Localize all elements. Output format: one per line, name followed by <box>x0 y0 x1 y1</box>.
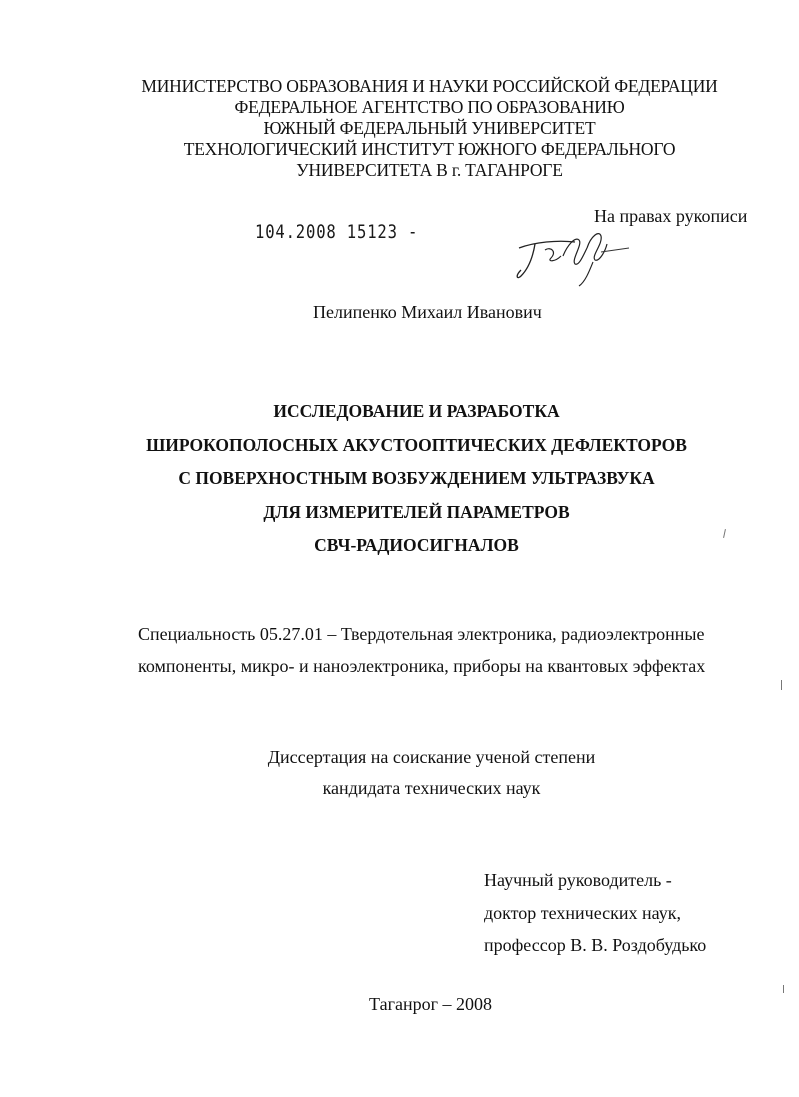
title-line-4: ДЛЯ ИЗМЕРИТЕЛЕЙ ПАРАМЕТРОВ <box>263 501 570 522</box>
specialty-line-2: компоненты, микро- и наноэлектроника, приборы на квантовых эффектах <box>138 656 706 676</box>
title-line-3: С ПОВЕРХНОСТНЫМ ВОЗБУЖДЕНИЕМ УЛЬТРАЗВУКА <box>178 468 655 488</box>
supervisor-name: профессор В. В. Роздобудько <box>484 935 707 955</box>
signature-icon <box>505 226 635 292</box>
header-line-university: ЮЖНЫЙ ФЕДЕРАЛЬНЫЙ УНИВЕРСИТЕТ <box>263 118 596 138</box>
title-line-2: ШИРОКОПОЛОСНЫХ АКУСТООПТИЧЕСКИХ ДЕФЛЕКТОРОВ <box>146 434 687 455</box>
dissertation-title <box>17 395 799 563</box>
header-line-institute: ТЕХНОЛОГИЧЕСКИЙ ИНСТИТУТ ЮЖНОГО ФЕДЕРАЛЬНОГО <box>183 139 676 159</box>
scan-speck <box>783 985 784 993</box>
specialty-block <box>138 618 705 682</box>
degree-line-2: кандидата технических наук <box>322 778 541 798</box>
supervisor-role: Научный руководитель - <box>484 870 672 890</box>
degree-statement <box>32 742 799 804</box>
title-line-5: СВЧ-РАДИОСИГНАЛОВ <box>314 535 519 555</box>
header-line-city: УНИВЕРСИТЕТА В г. ТАГАНРОГЕ <box>296 160 563 180</box>
manuscript-note: На правах рукописи <box>594 206 748 226</box>
registration-stamp: 104.2008 15123 - <box>255 221 419 243</box>
degree-line-1: Диссертация на соискание ученой степени <box>267 747 596 767</box>
scan-speck <box>781 680 782 690</box>
city-year: Таганрог – 2008 <box>369 994 492 1014</box>
supervisor-block <box>484 864 706 962</box>
header-line-agency: ФЕДЕРАЛЬНОЕ АГЕНТСТВО ПО ОБРАЗОВАНИЮ <box>234 97 625 117</box>
title-line-1: ИССЛЕДОВАНИЕ И РАЗРАБОТКА <box>273 401 560 421</box>
specialty-line-1: Специальность 05.27.01 – Твердотельная электроника, радиоэлектронные <box>138 624 705 644</box>
institution-header <box>30 76 799 181</box>
author-name: Пелипенко Михаил Иванович <box>313 302 542 322</box>
header-line-ministry: МИНИСТЕРСТВО ОБРАЗОВАНИЯ И НАУКИ РОССИЙСКОЙ ФЕДЕРАЦИИ <box>141 76 718 96</box>
supervisor-degree: доктор технических наук, <box>484 902 681 923</box>
